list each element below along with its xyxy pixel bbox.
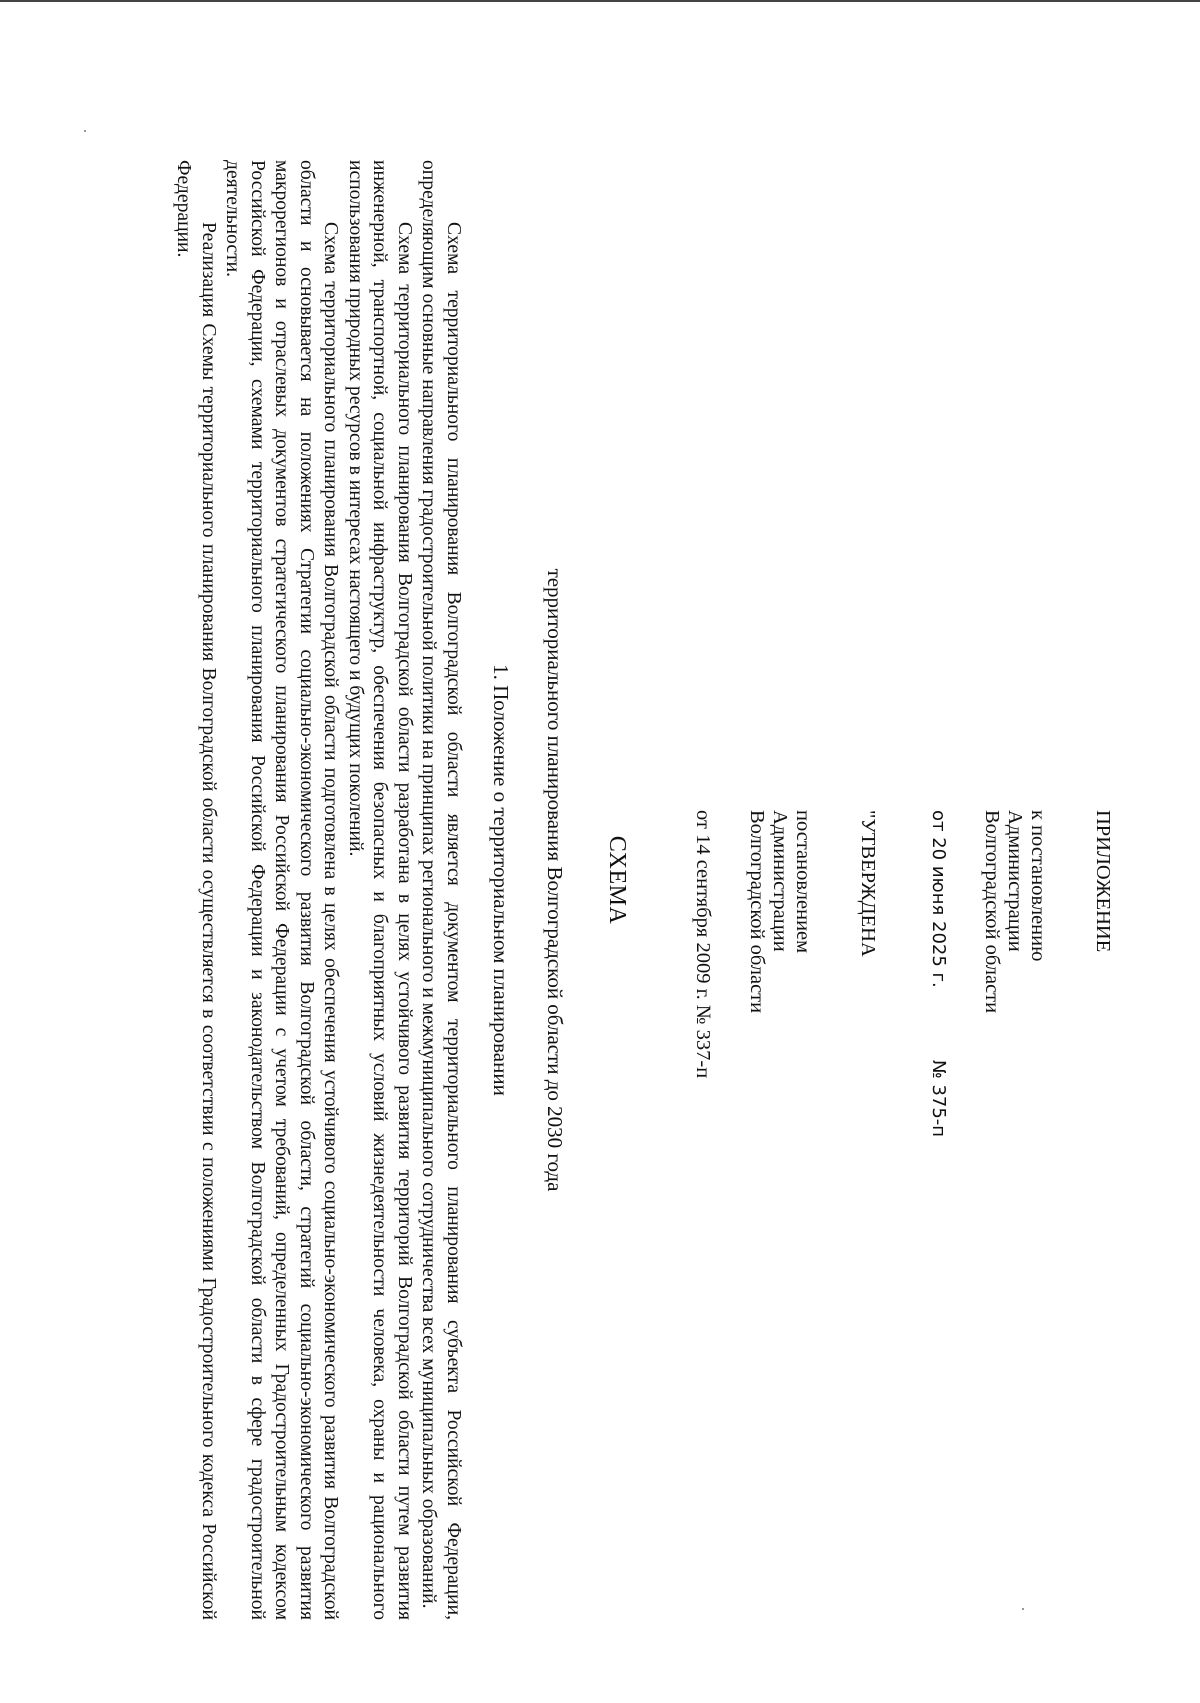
approved-line: Волгоградской области xyxy=(746,810,768,1014)
document-subtitle: территориального планирования Волгоградской области до 2030 года xyxy=(543,568,567,1192)
body-paragraph: Схема территориального планирования Волгоградской области является документом территориального планирования субъекта Российской Федерации, определяющим основные направления градостроительной политики на принципах регионального и межмуниципального сотрудничества всех муниципальных образований. xyxy=(418,160,464,1620)
document-page xyxy=(90,100,1130,1660)
appendix-line: к постановлению xyxy=(1027,810,1049,962)
decree-date: от 20 июня 2025 г. xyxy=(928,810,949,988)
approved-date: от 14 сентября 2009 г. № 337-п xyxy=(692,810,714,1079)
decree-number: № 375-п xyxy=(928,1060,949,1138)
approved-line: постановлением xyxy=(792,810,814,954)
appendix-title: ПРИЛОЖЕНИЕ xyxy=(1092,810,1114,953)
document-title: СХЕМА xyxy=(604,835,630,925)
scan-top-edge xyxy=(0,0,1200,2)
appendix-line: Администрации xyxy=(1004,810,1026,952)
body-paragraph: Реализация Схемы территориального планирования Волгоградской области осуществляется в соответствии с положениями Градостроительного кодекса Российской Федерации. xyxy=(173,160,219,1620)
appendix-line: Волгоградской области xyxy=(981,810,1003,1014)
document-body xyxy=(171,160,465,1620)
section-title: 1. Положение о территориальном планировании xyxy=(489,664,513,1096)
scan-speck xyxy=(84,130,86,132)
decree-date-line xyxy=(926,810,950,1138)
body-paragraph: Схема территориального планирования Волгоградской области подготовлена в целях обеспечения устойчивого социально-экономического развития Волгоградской области и основывается на положениях Стратегии социально-экономического развития Волгоградской области, стратегий социально-экономического развития макрорегионов и отраслевых документов стратегического планирования Российской Федерации с учетом требований, определенных Градостроительным кодексом Российской Федерации, схемами территориального планирования Российской Федерации и законодательством Волгоградской области в сфере градостроительной деятельности. xyxy=(222,160,342,1620)
approved-title: "УТВЕРЖДЕНА xyxy=(857,810,879,957)
approved-line: Администрации xyxy=(769,810,791,952)
body-paragraph: Схема территориального планирования Волгоградской области разработана в целях устойчивого развития территорий Волгоградской области путем развития инженерной, транспортной, социальной инфраструктур, обеспечения безопасных и благоприятных условий жизнедеятельности человека, охраны и рационального использования природных ресурсов в интересах настоящего и будущих поколений. xyxy=(345,160,415,1620)
